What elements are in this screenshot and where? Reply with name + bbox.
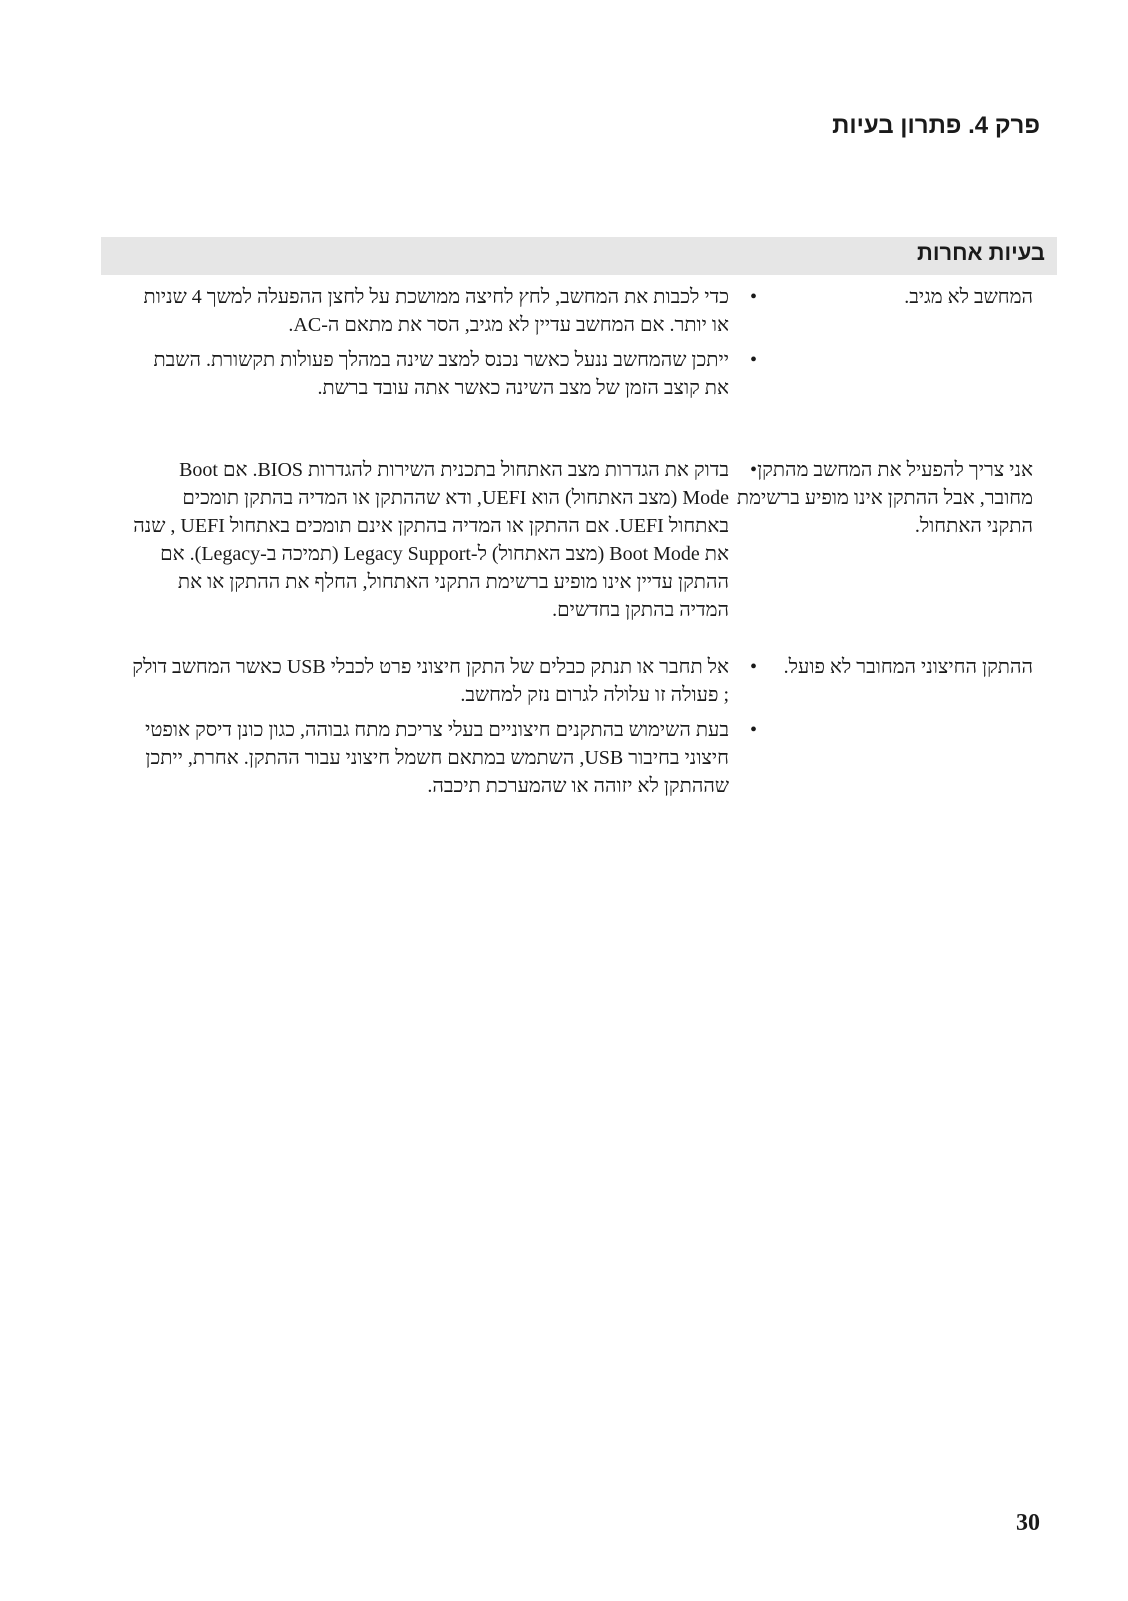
chapter-title: פרק 4. פתרון בעיות xyxy=(832,112,1040,139)
solution-item: • בדוק את הגדרות מצב האתחול בתכנית השירות להגדרות BIOS. אם Boot Mode (מצב האתחול) הוא UEFI, ודא שההתקן או המדיה בהתקן תומכים באתחול UEFI. אם ההתקן או המדיה בהתקן אינם תומכים באתחול UEFI , שנה את Boot Mode (מצב האתחול) ל-Legacy Support (תמיכה ב-Legacy). אם ההתקן עדיין אינו מופיע ברשימת התקני האתחול, החלף את ההתקן או את המדיה בהתקן בחדשים. xyxy=(131,456,761,624)
page-number: 30 xyxy=(1016,1510,1040,1536)
solution-item: • בעת השימוש בהתקנים חיצוניים בעלי צריכת מתח גבוהה, כגון כונן דיסק אופטי חיצוני בחיבור USB, השתמש במתאם חשמל חיצוני עבור ההתקן. אחרת, ייתכן שההתקן לא יזוהה או שהמערכת תיכבה. xyxy=(131,716,761,800)
solution-item: • כדי לכבות את המחשב, לחץ לחיצה ממושכת על לחצן ההפעלה למשך 4 שניות או יותר. אם המחשב עדיין לא מגיב, הסר את מתאם ה-AC. xyxy=(131,283,761,339)
solution-item: • ייתכן שהמחשב ננעל כאשר נכנס למצב שינה במהלך פעולות תקשורת. השבת את קוצב הזמן של מצב השינה כאשר אתה עובד ברשת. xyxy=(131,346,761,402)
section-header-bar xyxy=(101,237,1057,275)
section-title: בעיות אחרות xyxy=(917,240,1045,265)
problem-text: אני צריך להפעיל את המחשב מהתקן מחובר, אבל ההתקן אינו מופיע ברשימת התקני האתחול. xyxy=(736,459,1033,537)
solution-list xyxy=(131,653,761,807)
solution-list xyxy=(131,456,761,631)
solution-item: • אל תחבר או תנתק כבלים של התקן חיצוני פרט לכבלי USB כאשר המחשב דולק ; פעולה זו עלולה לגרום נזק למחשב. xyxy=(131,653,761,709)
problem-text: המחשב לא מגיב. xyxy=(904,286,1033,308)
problem-text: ההתקן החיצוני המחובר לא פועל. xyxy=(783,656,1033,678)
solution-list xyxy=(131,283,761,409)
